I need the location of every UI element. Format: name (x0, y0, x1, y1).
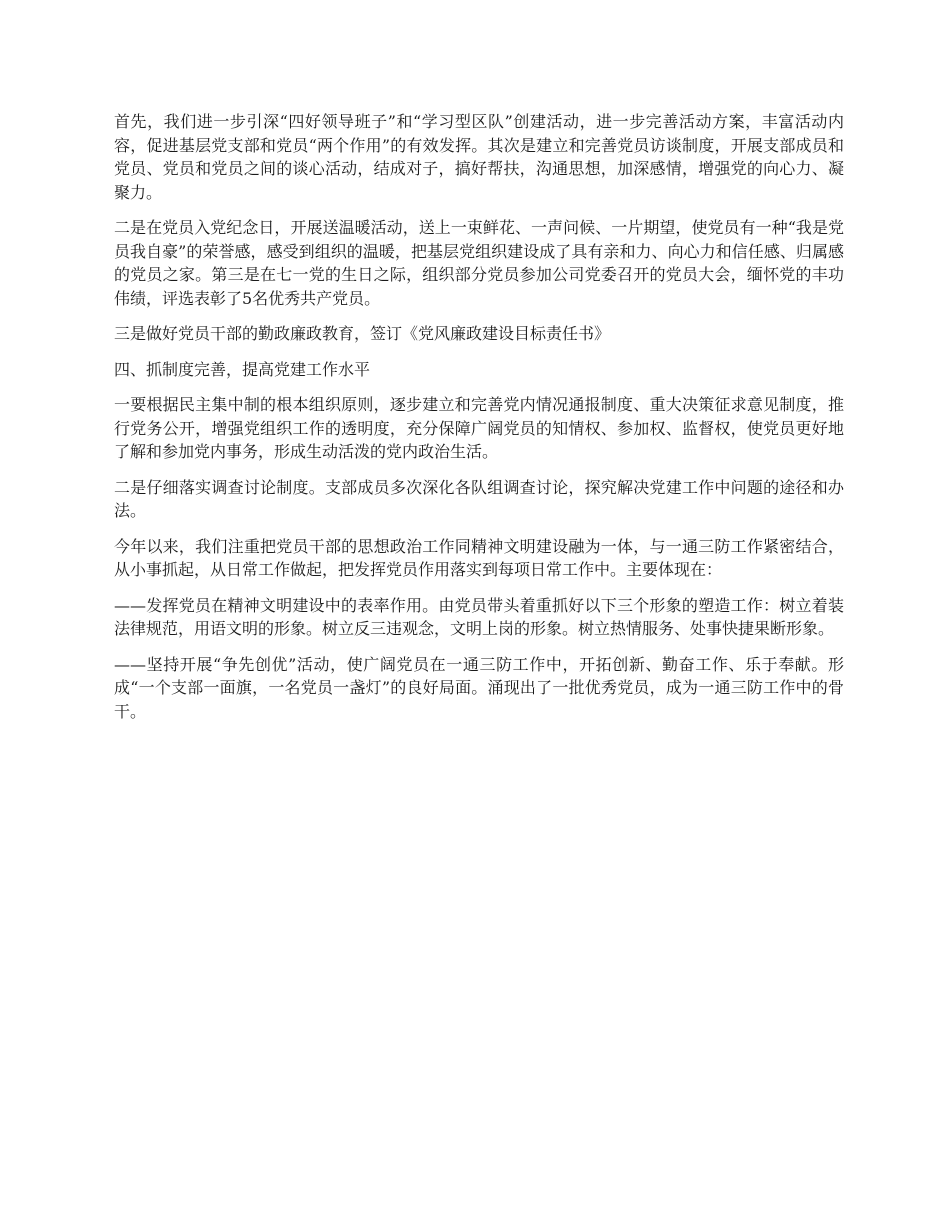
paragraph-7: 今年以来，我们注重把党员干部的思想政治工作同精神文明建设融为一体，与一通三防工作紧密结合，从小事抓起，从日常工作做起，把发挥党员作用落实到每项日常工作中。主要体现在： (114, 536, 844, 579)
paragraph-9: ——坚持开展“争先创优”活动，使广阔党员在一通三防工作中，开拓创新、勤奋工作、乐于奉献。形成“一个支部一面旗，一名党员一盏灯”的良好局面。涌现出了一批优秀党员，成为一通三防工作中的骨干。 (114, 654, 844, 721)
paragraph-1: 首先，我们进一步引深“四好领导班子”和“学习型区队”创建活动，进一步完善活动方案，丰富活动内容，促进基层党支部和党员“两个作用”的有效发挥。其次是建立和完善党员访谈制度，开展支部成员和党员、党员和党员之间的谈心活动，结成对子，搞好帮扶，沟通思想，加深感情，增强党的向心力、凝聚力。 (114, 112, 844, 202)
section-heading: 四、抓制度完善，提高党建工作水平 (114, 359, 371, 379)
paragraph-2: 二是在党员入党纪念日，开展送温暖活动，送上一束鲜花、一声问候、一片期望，使党员有一种“我是党员我自豪”的荣誉感，感受到组织的温暖，把基层党组织建设成了具有亲和力、向心力和信任感、归属感的党员之家。第三是在七一党的生日之际，组织部分党员参加公司党委召开的党员大会，缅怀党的丰功伟绩，评选表彰了5名优秀共产党员。 (114, 218, 844, 308)
paragraph-5: 一要根据民主集中制的根本组织原则，逐步建立和完善党内情况通报制度、重大决策征求意见制度，推行党务公开，增强党组织工作的透明度，充分保障广阔党员的知情权、参加权、监督权，使党员更好地了解和参加党内事务，形成生动活泼的党内政治生活。 (114, 395, 844, 461)
document-body (114, 110, 844, 735)
paragraph-8: ——发挥党员在精神文明建设中的表率作用。由党员带头着重抓好以下三个形象的塑造工作：树立着装法律规范，用语文明的形象。树立反三违观念，文明上岗的形象。树立热情服务、处事快捷果断形象。 (114, 595, 844, 638)
paragraph-6: 二是仔细落实调查讨论制度。支部成员多次深化各队组调查讨论，探究解决党建工作中问题的途径和办法。 (114, 477, 844, 520)
paragraph-3: 三是做好党员干部的勤政廉政教育，签订《党风廉政建设目标责任书》 (114, 324, 611, 343)
